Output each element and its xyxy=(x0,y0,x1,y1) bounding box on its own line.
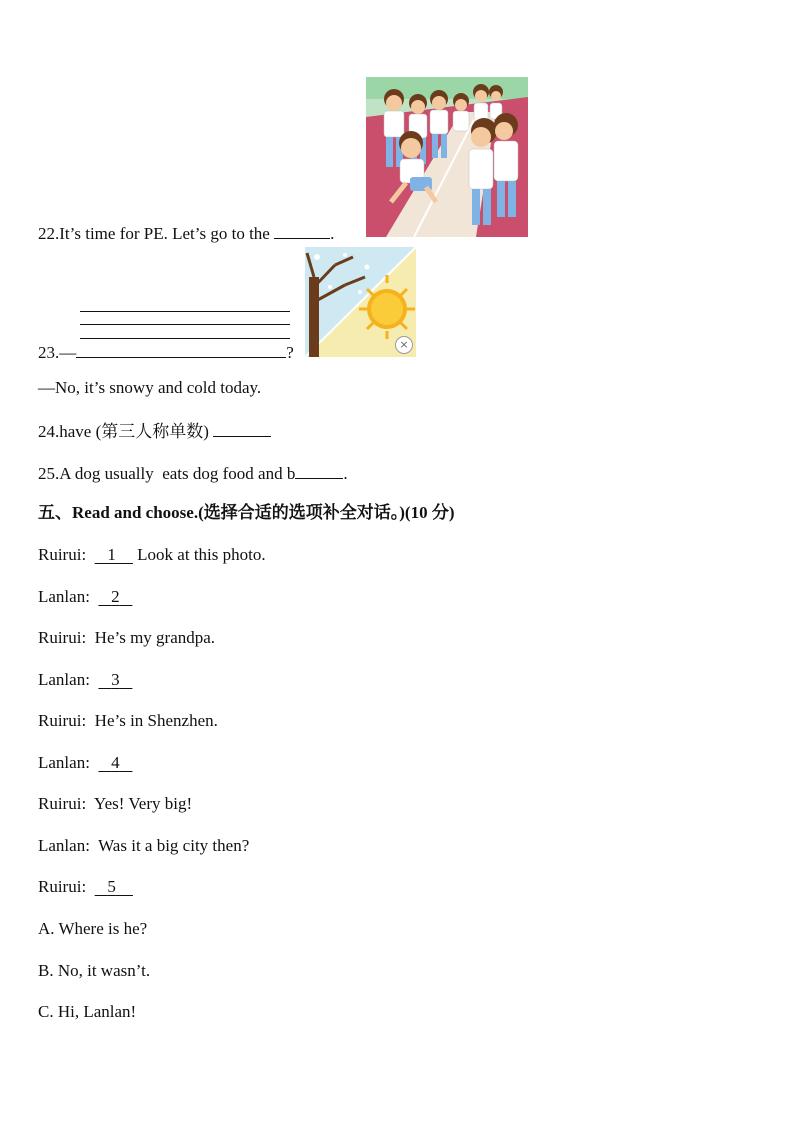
speaker: Ruirui: xyxy=(38,545,87,564)
question-number: 24. xyxy=(38,422,60,441)
winter-summer-illustration xyxy=(305,247,416,357)
question-end: . xyxy=(330,224,335,243)
dialogue-text: Look at this photo. xyxy=(132,545,266,564)
dialogue-line-8 xyxy=(38,836,249,856)
answer-blank[interactable] xyxy=(213,420,271,437)
question-number: 22. xyxy=(38,224,60,243)
speaker: Ruirui: xyxy=(38,711,87,730)
question-23-answer: —No, it’s snowy and cold today. xyxy=(38,378,262,397)
dialogue-text: He’s my grandpa. xyxy=(94,628,216,647)
answer-line-3[interactable] xyxy=(80,338,290,339)
speaker: Ruirui: xyxy=(38,877,87,896)
section-5-title xyxy=(38,503,455,523)
dialogue-text: Was it a big city then? xyxy=(98,836,250,855)
speaker: Lanlan: xyxy=(38,670,90,689)
dialogue-line-1 xyxy=(38,545,266,565)
dialogue-blank-2[interactable]: 2 xyxy=(111,587,120,606)
question-number: 25. xyxy=(38,464,60,483)
question-text: A dog usually eats dog food and b xyxy=(59,464,296,483)
dialogue-line-6 xyxy=(38,753,132,773)
close-icon[interactable]: × xyxy=(395,336,413,354)
question-24 xyxy=(38,420,271,442)
dialogue-line-7 xyxy=(38,794,192,814)
dialogue-line-3 xyxy=(38,628,215,648)
speaker: Lanlan: xyxy=(38,836,90,855)
dialogue-line-2 xyxy=(38,587,132,607)
option-a[interactable]: A. Where is he? xyxy=(38,919,148,938)
answer-blank[interactable] xyxy=(295,462,343,479)
question-number: 23. xyxy=(38,343,60,362)
section-title-en: 五、Read and choose. xyxy=(38,503,199,522)
dialogue-line-9 xyxy=(38,877,133,897)
answer-blank[interactable] xyxy=(76,341,286,358)
question-text: have (第三人称单数) xyxy=(59,422,214,441)
speaker: Ruirui: xyxy=(38,628,87,647)
speaker: Lanlan: xyxy=(38,753,90,772)
dialogue-blank-4[interactable]: 4 xyxy=(111,753,120,772)
question-end: . xyxy=(343,464,348,483)
option-c[interactable]: C. Hi, Lanlan! xyxy=(38,1002,137,1021)
speaker: Ruirui: xyxy=(38,794,87,813)
section-title-cn: (选择合适的选项补全对话。)(10 分) xyxy=(198,503,455,522)
question-23 xyxy=(38,341,294,363)
answer-line-2[interactable] xyxy=(80,324,290,325)
dialogue-text: Yes! Very big! xyxy=(94,794,193,813)
answer-line-1[interactable] xyxy=(80,311,290,312)
question-22 xyxy=(38,222,334,244)
option-b[interactable]: B. No, it wasn’t. xyxy=(38,961,151,980)
speaker: Lanlan: xyxy=(38,587,90,606)
dialogue-text: He’s in Shenzhen. xyxy=(94,711,218,730)
question-25 xyxy=(38,462,348,484)
answer-blank[interactable] xyxy=(274,222,330,239)
sports-field-illustration-svg xyxy=(366,77,528,237)
dialogue-blank-3[interactable]: 3 xyxy=(111,670,120,689)
dialogue-line-5 xyxy=(38,711,218,731)
question-text: It’s time for PE. Let’s go to the xyxy=(59,224,275,243)
question-end: ? xyxy=(286,343,294,362)
dialogue-blank-1[interactable]: 1 xyxy=(107,545,116,564)
dialogue-blank-5[interactable]: 5 xyxy=(107,877,116,896)
sports-field-illustration xyxy=(366,77,528,237)
dialogue-line-4 xyxy=(38,670,132,690)
question-prefix: — xyxy=(59,343,77,362)
